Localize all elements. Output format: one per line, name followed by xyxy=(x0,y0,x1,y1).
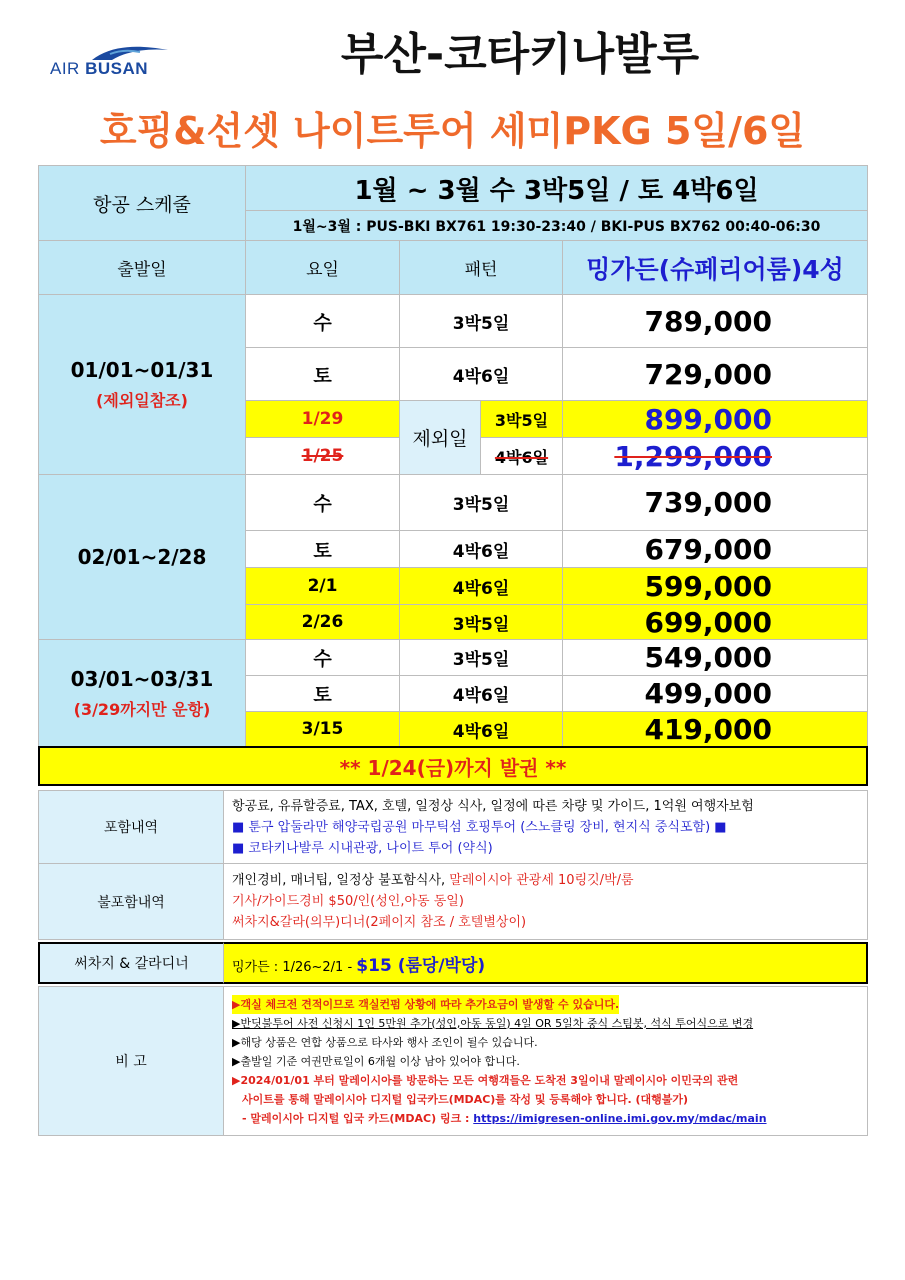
excluded-label: 불포함내역 xyxy=(38,863,224,940)
issue-deadline-banner: ** 1/24(금)까지 발권 ** xyxy=(38,746,868,786)
exclusion-date: 1/25 xyxy=(245,437,400,475)
schedule-label: 항공 스케줄 xyxy=(38,165,246,241)
table-row-price: 729,000 xyxy=(562,347,868,401)
group-2-date-range: 02/01~2/28 xyxy=(38,474,246,640)
table-row-pattern: 4박6일 xyxy=(399,530,563,568)
table-row-price: 419,000 xyxy=(562,711,868,747)
table-row-day: 수 xyxy=(245,474,400,531)
table-row-day: 3/15 xyxy=(245,711,400,747)
table-row-day: 토 xyxy=(245,347,400,401)
table-row-pattern: 4박6일 xyxy=(399,675,563,712)
table-row-pattern: 4박6일 xyxy=(399,347,563,401)
exclusion-pattern: 3박5일 xyxy=(480,400,563,438)
air-busan-logo xyxy=(50,42,175,82)
table-row-pattern: 3박5일 xyxy=(399,604,563,640)
header-hotel: 밍가든(슈페리어룸)4성 xyxy=(562,240,868,295)
logo-text: AIR BUSAN xyxy=(50,59,149,78)
header-date: 출발일 xyxy=(38,240,246,295)
remarks-label: 비 고 xyxy=(38,986,224,1136)
schedule-flights: 1월~3월 : PUS-BKI BX761 19:30-23:40 / BKI-PUS BX762 00:40-06:30 xyxy=(245,210,868,241)
table-row-day: 수 xyxy=(245,294,400,348)
table-row-price: 789,000 xyxy=(562,294,868,348)
table-row-day: 2/1 xyxy=(245,567,400,605)
exclusion-price: 899,000 xyxy=(562,400,868,438)
surcharge-content: 밍가든 : 1/26~2/1 - $15 (룸당/박당) xyxy=(223,942,868,984)
exclusion-date: 1/29 xyxy=(245,400,400,438)
included-content: 항공료, 유류할증료, TAX, 호텔, 일정상 식사, 일정에 따른 차량 및 가이드, 1억원 여행자보험 ■ 툰구 압둘라만 해양국립공원 마무틱섬 호핑투어 (스노클링 장비, 현지식 중식포함) ■ ■ 코타키나발루 시내관광, 나이트 투어 (약식) xyxy=(223,790,868,864)
exclusion-price: 1,299,000 xyxy=(562,437,868,475)
remarks-content: ▶객실 체크전 견적이므로 객실컨펌 상황에 따라 추가요금이 발생할 수 있습니다. ▶반딧불투어 사전 신청시 1인 5만원 추가(성인,아동 동일) 4일 OR 5일차 중식 스팀봇, 석식 투어식으로 변경 ▶해당 상품은 연합 상품으로 타사와 행사 조인이 될수 있습니다. ▶출발일 기준 여권만료일이 6개월 이상 남아 있어야 합니다. ▶2024/01/01 부터 말레이시아를 방문하는 모든 여행객들은 도착전 3일이내 말레이시아 이민국의 관련 사이트를 통해 말레이시아 디지털 입국카드(MDAC)를 작성 및 등록해야 합니다. (대행불가) - 말레이시아 디지털 입국 카드(MDAC) 링크 : https://imigresen-online.imi.gov.my/mdac/main xyxy=(223,986,868,1136)
excluded-content: 개인경비, 매너팁, 일정상 불포함식사, 말레이시아 관광세 10링깃/박/룸 기사/가이드경비 $50/인(성인,아동 동일) 써차지&갈라(의무)디너(2페이지 참조 / 호텔별상이) xyxy=(223,863,868,940)
table-row-price: 599,000 xyxy=(562,567,868,605)
group-3-date-range: 03/01~03/31 (3/29까지만 운항) xyxy=(38,639,246,747)
table-row-day: 수 xyxy=(245,639,400,676)
page-subtitle: 호핑&선셋 나이트투어 세미PKG 5일/6일 xyxy=(99,109,806,153)
header-day: 요일 xyxy=(245,240,400,295)
surcharge-label: 써차지 & 갈라디너 xyxy=(38,942,224,984)
table-row-pattern: 3박5일 xyxy=(399,294,563,348)
page-title: 부산-코타키나발루 xyxy=(340,29,700,80)
table-row-price: 699,000 xyxy=(562,604,868,640)
table-row-price: 679,000 xyxy=(562,530,868,568)
exclusion-pattern: 4박6일 xyxy=(480,437,563,475)
table-row-day: 토 xyxy=(245,675,400,712)
table-row-pattern: 3박5일 xyxy=(399,474,563,531)
table-row-day: 토 xyxy=(245,530,400,568)
table-row-price: 739,000 xyxy=(562,474,868,531)
group-1-date-range: 01/01~01/31 (제외일참조) xyxy=(38,294,246,475)
schedule-main: 1월 ~ 3월 수 3박5일 / 토 4박6일 xyxy=(245,165,868,211)
table-row-pattern: 4박6일 xyxy=(399,567,563,605)
table-row-pattern: 4박6일 xyxy=(399,711,563,747)
mdac-link[interactable]: https://imigresen-online.imi.gov.my/mdac/main xyxy=(473,1111,767,1125)
header-pattern: 패턴 xyxy=(399,240,563,295)
exclusion-label: 제외일 xyxy=(399,400,481,475)
table-row-price: 499,000 xyxy=(562,675,868,712)
table-row-day: 2/26 xyxy=(245,604,400,640)
table-row-pattern: 3박5일 xyxy=(399,639,563,676)
table-row-price: 549,000 xyxy=(562,639,868,676)
included-label: 포함내역 xyxy=(38,790,224,864)
